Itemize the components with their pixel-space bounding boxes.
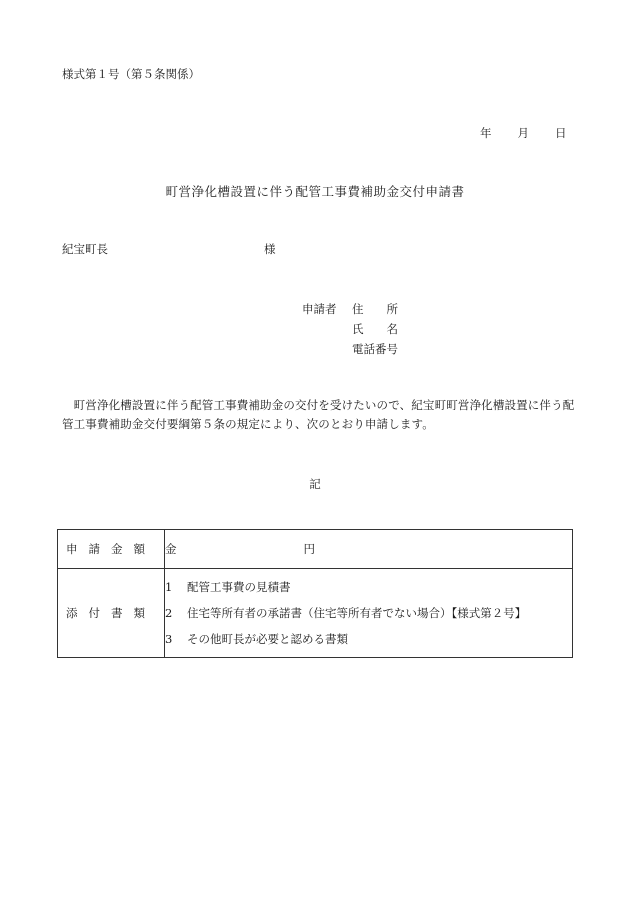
attachment-number: 3 — [165, 632, 173, 646]
attachment-text: その他町長が必要と認める書類 — [187, 632, 348, 646]
application-statement: 町営浄化槽設置に伴う配管工事費補助金の交付を受けたいので、紀宝町町営浄化槽設置に伴う配管工事費補助金交付要綱第５条の規定により、次のとおり申請します。 — [62, 398, 575, 431]
application-table — [57, 529, 573, 658]
attachments-list — [165, 569, 573, 658]
applicant-label: 申請者 — [302, 302, 337, 316]
attachment-number: 1 — [165, 580, 173, 594]
attachments-label: 添付書類 — [66, 606, 156, 620]
attachment-item — [165, 600, 572, 626]
addressee — [62, 241, 276, 257]
attachments-row — [58, 569, 573, 658]
amount-prefix: 金 — [165, 542, 177, 556]
amount-row — [58, 530, 573, 569]
attachments-label-cell — [58, 569, 165, 658]
form-number: 様式第１号（第５条関係） — [62, 67, 200, 81]
date-day-label: 日 — [555, 126, 567, 140]
addressee-name: 紀宝町長 — [62, 242, 108, 256]
amount-value-cell — [165, 530, 573, 569]
attachment-text: 住宅等所有者の承諾書（住宅等所有者でない場合）【様式第２号】 — [187, 606, 527, 620]
date-year-label: 年 — [480, 126, 492, 140]
amount-label-cell — [58, 530, 165, 569]
attachment-item — [165, 574, 572, 600]
amount-label: 申請金額 — [66, 542, 156, 556]
name-label: 氏 名 — [352, 322, 398, 336]
phone-label: 電話番号 — [352, 342, 398, 356]
date-month-label: 月 — [517, 126, 529, 140]
attachment-number: 2 — [165, 606, 173, 620]
attachment-item — [165, 626, 572, 652]
ki-heading: 記 — [309, 477, 321, 491]
amount-suffix: 円 — [303, 542, 315, 556]
document-title: 町営浄化槽設置に伴う配管工事費補助金交付申請書 — [165, 184, 465, 199]
address-label: 住 所 — [352, 302, 398, 316]
date-line — [480, 125, 567, 141]
addressee-honorific: 様 — [264, 242, 276, 256]
attachment-text: 配管工事費の見積書 — [187, 580, 291, 594]
